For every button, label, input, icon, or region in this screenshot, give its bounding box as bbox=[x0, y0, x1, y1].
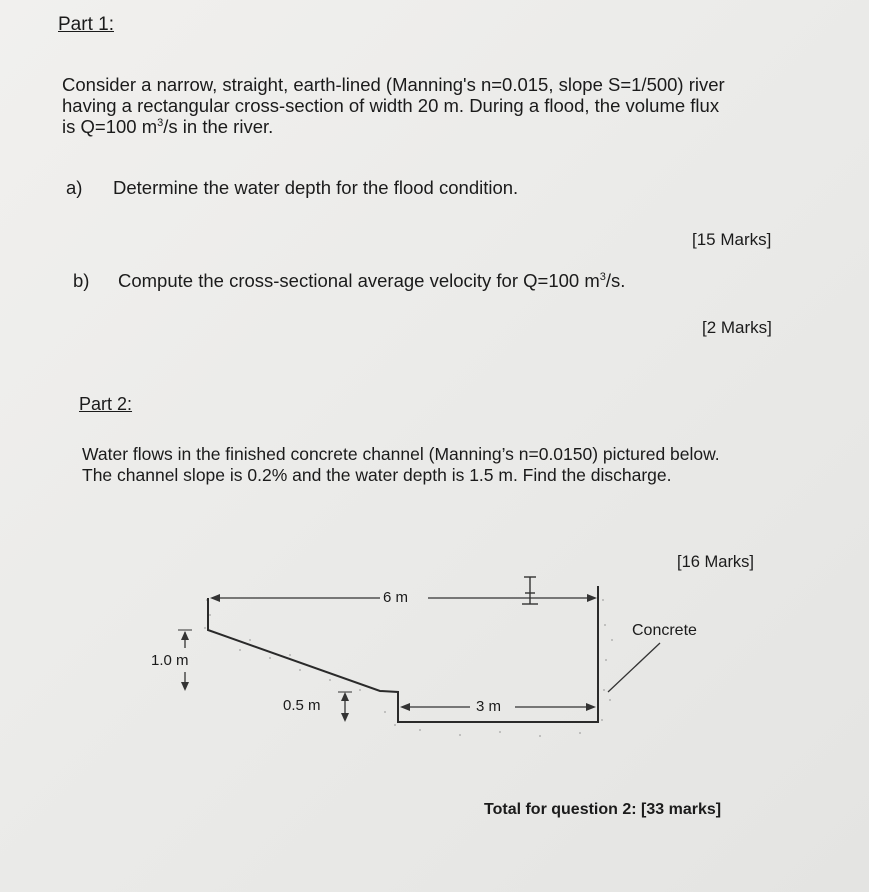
top-width-label: 6 m bbox=[383, 589, 409, 606]
question-a-text: Determine the water depth for the flood condition. bbox=[113, 177, 519, 198]
part2-marks: [16 Marks] bbox=[677, 553, 755, 571]
question-b-post: /s. bbox=[605, 270, 626, 291]
question-a-marks: [15 Marks] bbox=[692, 230, 772, 249]
concrete-label: Concrete bbox=[632, 622, 697, 639]
intro-line3-sup: 3 bbox=[157, 116, 164, 129]
question-b-sup: 3 bbox=[599, 270, 606, 283]
step-height-label: 0.5 m bbox=[283, 697, 321, 714]
question-b-label: b) bbox=[73, 270, 90, 291]
side-height-label: 1.0 m bbox=[151, 652, 189, 669]
part2-line2: The channel slope is 0.2% and the water depth is 1.5 m. Find the discharge. bbox=[82, 465, 672, 485]
bottom-width-arrow-right bbox=[586, 703, 596, 711]
top-width-arrow-right bbox=[587, 594, 597, 602]
bottom-width-arrow-left bbox=[400, 703, 410, 711]
intro-line3-pre: is Q=100 m bbox=[62, 116, 158, 137]
step-height-arrow-up bbox=[341, 692, 349, 701]
part1-heading: Part 1: bbox=[58, 14, 114, 35]
step-height-arrow-down bbox=[341, 713, 349, 722]
top-width-arrow-left bbox=[210, 594, 220, 602]
part2-line1: Water flows in the finished concrete channel (Manning’s n=0.0150) pictured below. bbox=[82, 444, 720, 464]
question-b-pre: Compute the cross-sectional average velocity for Q=100 m bbox=[118, 270, 600, 291]
channel-outline bbox=[208, 586, 598, 722]
concrete-texture bbox=[204, 599, 613, 737]
water-surface-icon bbox=[522, 577, 538, 604]
question2-total: Total for question 2: [33 marks] bbox=[484, 801, 722, 818]
part1-intro-line1: Consider a narrow, straight, earth-lined (Manning's n=0.015, slope S=1/500) river bbox=[62, 74, 725, 95]
part1-intro-line2: having a rectangular cross-section of width 20 m. During a flood, the volume flux bbox=[62, 95, 720, 116]
side-height-arrow-up bbox=[181, 631, 189, 640]
side-height-arrow-down bbox=[181, 682, 189, 691]
question-b-marks: [2 Marks] bbox=[702, 318, 772, 337]
intro-line3-post: /s in the river. bbox=[163, 116, 274, 137]
question-a-label: a) bbox=[66, 177, 83, 198]
part2-heading: Part 2: bbox=[79, 394, 133, 414]
concrete-leader-line bbox=[608, 643, 660, 692]
bottom-width-label: 3 m bbox=[476, 698, 502, 715]
